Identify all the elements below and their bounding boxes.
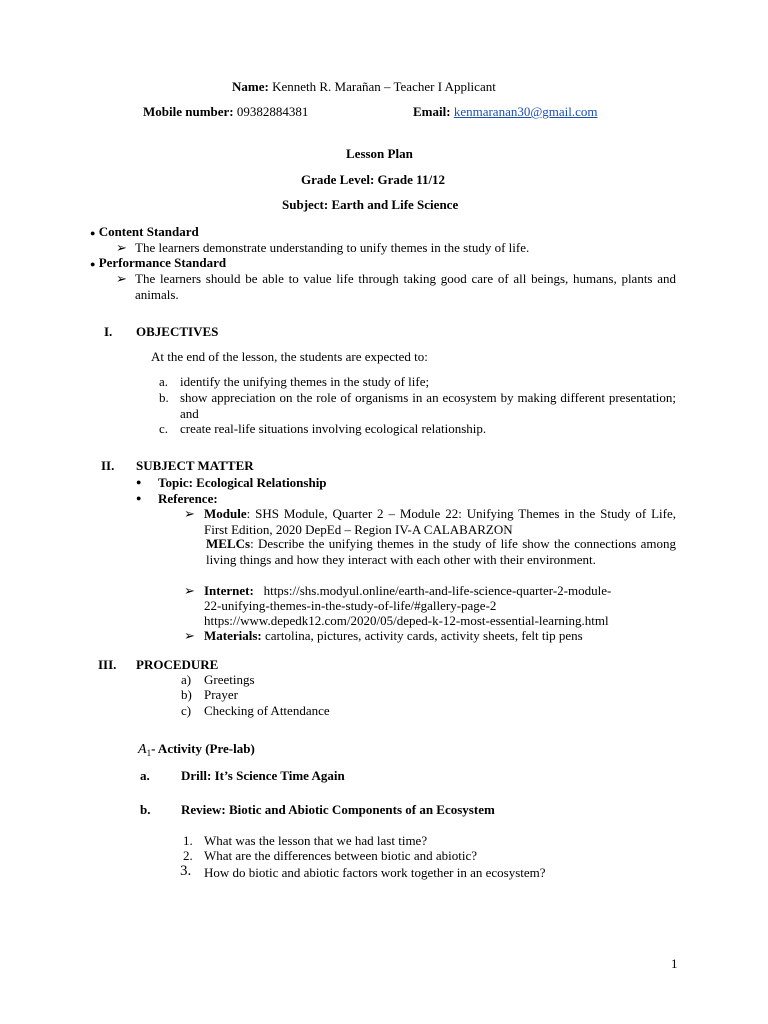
objective-item: show appreciation on the role of organisms in an ecosystem by making different presentation; and [180,390,676,421]
subject-matter-numeral: II. [101,458,115,473]
objectives-numeral: I. [104,324,113,339]
list-marker: c) [181,703,192,718]
procedure-step: Prayer [204,687,238,702]
activity-letter: A [138,742,147,757]
performance-standard-heading [90,255,226,272]
procedure-heading: PROCEDURE [136,657,219,672]
name-label: Name: [232,79,269,94]
activity-subscript: 1 [146,748,152,758]
list-marker: b. [140,802,151,817]
email-link[interactable]: kenmaranan30@gmail.com [453,104,598,119]
list-marker: 1. [183,833,193,848]
content-standard-heading [90,224,199,241]
materials-line [204,628,583,643]
melcs-label: MELCs [206,536,251,551]
mobile-line [143,104,308,119]
reference-label: Reference: [158,491,218,506]
objective-item: create real-life situations involving ecological relationship. [180,421,487,436]
module-reference [204,506,676,537]
arrow-bullet-icon: ➢ [184,506,195,521]
list-marker: 3. [180,863,192,879]
bullet-icon: ● [90,259,96,269]
internet-link-1-cont[interactable]: 22-unifying-themes-in-the-study-of-life/#gallery-page-2 [204,598,497,613]
list-marker: 2. [183,848,193,863]
objective-item: identify the unifying themes in the study of life; [180,374,430,389]
list-marker: b. [159,390,169,405]
drill-line: Drill: It’s Science Time Again [181,768,345,783]
lesson-plan-title: Lesson Plan [346,146,413,161]
procedure-step: Checking of Attendance [204,703,330,718]
procedure-step: Greetings [204,672,255,687]
review-question: What are the differences between biotic and abiotic? [204,848,477,863]
internet-line-1 [204,583,611,598]
internet-link-2[interactable]: https://www.depedk12.com/2020/05/deped-k-12-most-essential-learning.html [204,613,609,628]
objectives-intro: At the end of the lesson, the students are expected to: [151,349,428,364]
materials-text: cartolina, pictures, activity cards, activity sheets, felt tip pens [265,628,583,643]
grade-level-title: Grade Level: Grade 11/12 [301,172,446,187]
page-number: 1 [671,956,678,971]
internet-link-1[interactable]: https://shs.modyul.online/earth-and-life-science-quarter-2-module- [263,583,612,598]
performance-standard-label: Performance Standard [98,255,227,270]
list-marker: c. [159,421,169,436]
mobile-label: Mobile number: [143,104,234,119]
review-question: What was the lesson that we had last time? [204,833,428,848]
list-marker: a. [140,768,150,783]
mobile-value: 09382884381 [236,104,309,119]
review-line: Review: Biotic and Abiotic Components of an Ecosystem [181,802,495,817]
module-label: Module [204,506,247,521]
materials-label: Materials: [204,628,262,643]
module-text: : SHS Module, Quarter 2 – Module 22: Unifying Themes in the Study of Life, First Edition, 2020 DepEd – Region IV-A CALABARZON [204,506,676,537]
subject-title: Subject: Earth and Life Science [282,197,459,212]
arrow-bullet-icon: ➢ [116,271,127,286]
content-standard-text: The learners demonstrate understanding to unify themes in the study of life. [135,240,530,255]
melcs-reference [206,536,676,567]
bullet-icon: ● [90,228,96,238]
email-line [413,104,598,119]
review-question: How do biotic and abiotic factors work together in an ecosystem? [204,865,546,880]
arrow-bullet-icon: ➢ [116,240,127,255]
internet-label: Internet: [204,583,254,598]
list-marker: b) [181,687,192,702]
name-line [232,79,496,94]
bullet-icon: ● [136,477,142,487]
subject-matter-heading: SUBJECT MATTER [136,458,254,473]
arrow-bullet-icon: ➢ [184,628,195,643]
topic-line: Topic: Ecological Relationship [158,475,327,490]
content-standard-label: Content Standard [98,224,199,239]
list-marker: a. [159,374,169,389]
objectives-heading: OBJECTIVES [136,324,219,339]
name-value: Kenneth R. Marañan – Teacher I Applicant [272,79,496,94]
performance-standard-text: The learners should be able to value life through taking good care of all beings, humans, plants and animals. [135,271,676,302]
list-marker: a) [181,672,192,687]
arrow-bullet-icon: ➢ [184,583,195,598]
activity-heading [138,741,255,761]
email-label: Email: [413,104,451,119]
activity-title: - Activity (Pre-lab) [151,741,255,756]
procedure-numeral: III. [98,657,117,672]
bullet-icon: ● [136,493,142,503]
melcs-text: : Describe the unifying themes in the study of life show the connections among living things and how they interact with each other with their environment. [206,536,676,567]
